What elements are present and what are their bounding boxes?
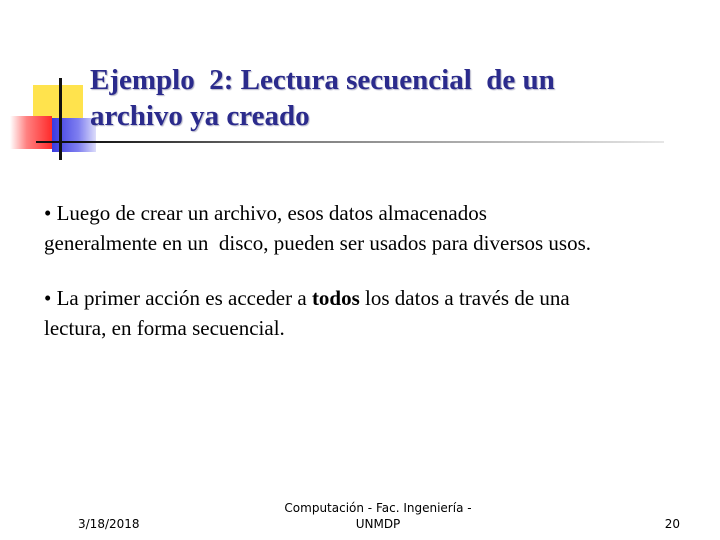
title-underline: [36, 141, 664, 143]
bullet-paragraph-1: [44, 198, 684, 258]
bullet-1-line-1: • Luego de crear un archivo, esos datos almacenados: [44, 201, 487, 225]
decorative-red-bar: [10, 116, 52, 149]
footer-institution-line-2: UNMDP: [355, 517, 401, 531]
slide-title: [90, 62, 690, 134]
bullet-2-bold-word: todos: [311, 286, 360, 310]
decorative-vertical-line: [59, 78, 62, 160]
bullet-2-line-2: lectura, en forma secuencial.: [44, 316, 285, 340]
bullet-paragraph-2: [44, 283, 684, 343]
bullet-2-text-end: los datos a través de una: [359, 286, 570, 310]
title-line-1: Ejemplo 2: Lectura secuencial de un: [90, 64, 555, 96]
bullet-1-line-2: generalmente en un disco, pueden ser usados para diversos usos.: [44, 231, 592, 255]
bullet-2-text-start: • La primer acción es acceder a: [44, 286, 312, 310]
title-line-2: archivo ya creado: [90, 100, 310, 132]
page-number: 20: [664, 517, 680, 531]
footer-institution-line-1: Computación - Fac. Ingeniería -: [284, 501, 472, 515]
footer-date: 3/18/2018: [78, 517, 140, 531]
footer-institution: [250, 500, 506, 532]
